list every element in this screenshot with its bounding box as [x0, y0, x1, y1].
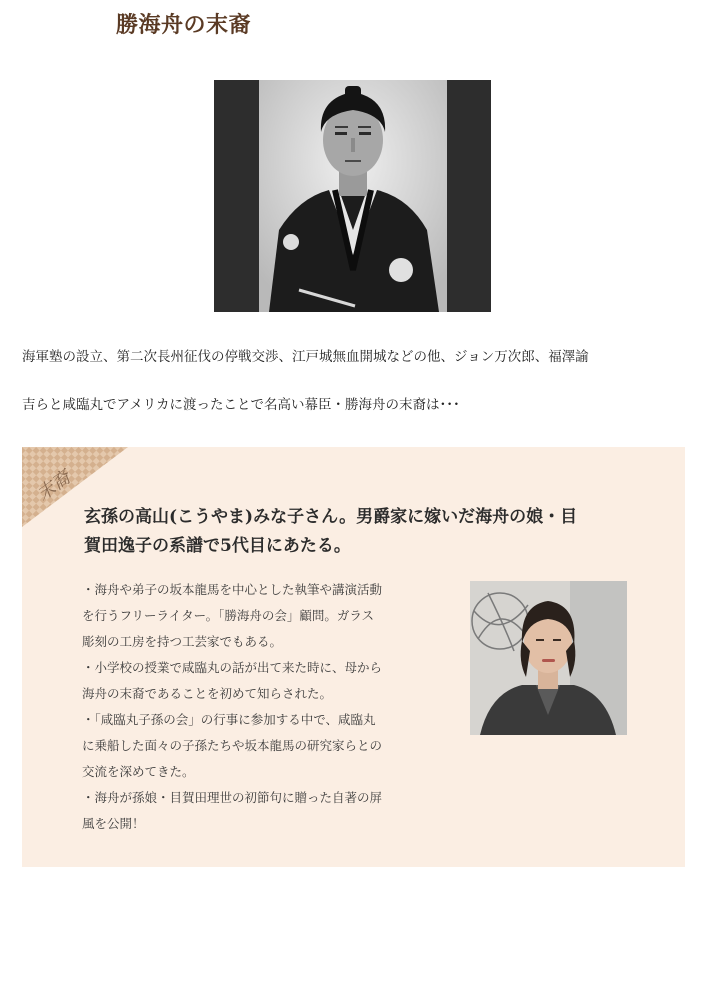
bullet-line: 風を公開！ [82, 816, 145, 831]
person-photo [470, 581, 627, 735]
card-headline-line-2: 賀田逸子の系譜で5代目にあたる。 [84, 536, 351, 556]
profile-bullets [82, 577, 442, 837]
bullet-line: ・海舟が孫娘・目賀田理世の初節句に贈った自著の屏 [82, 790, 383, 805]
person-photo-illustration [470, 581, 627, 735]
card-headline-line-1: 玄孫の高山(こうやま)みな子さん。男爵家に嫁いだ海舟の娘・目 [84, 507, 578, 527]
bullet-line: に乗船した面々の子孫たちや坂本龍馬の研究家らとの [82, 738, 383, 753]
bullet-line: 海舟の末裔であることを初めて知らされた。 [82, 686, 333, 701]
portrait-frame [214, 80, 491, 312]
bullet-line: ・小学校の授業で咸臨丸の話が出て来た時に、母から [82, 660, 383, 675]
bullet-line: ・海舟や弟子の坂本龍馬を中心とした執筆や講演活動 [82, 582, 383, 597]
bullet-line: ・「咸臨丸子孫の会」の行事に参加する中で、咸臨丸 [82, 712, 376, 727]
card-headline [84, 503, 644, 561]
intro-text-line-2: 吉らと咸臨丸でアメリカに渡ったことで名高い幕臣・勝海舟の末裔は･･･ [22, 397, 460, 413]
descendant-profile-card [22, 447, 685, 867]
bullet-line: 彫刻の工房を持つ工芸家でもある。 [82, 634, 283, 649]
portrait-illustration [259, 80, 447, 312]
page-title: 勝海舟の末裔 [116, 13, 252, 38]
corner-badge-label: 末裔 [33, 467, 75, 506]
portrait-photo [259, 80, 447, 312]
intro-text-line-1: 海軍塾の設立、第二次長州征伐の停戦交渉、江戸城無血開城などの他、ジョン万次郎、福澤諭 [22, 349, 589, 365]
bullet-line: を行うフリーライター。「勝海舟の会」顧問。ガラス [82, 608, 375, 623]
bullet-line: 交流を深めてきた。 [82, 764, 195, 779]
